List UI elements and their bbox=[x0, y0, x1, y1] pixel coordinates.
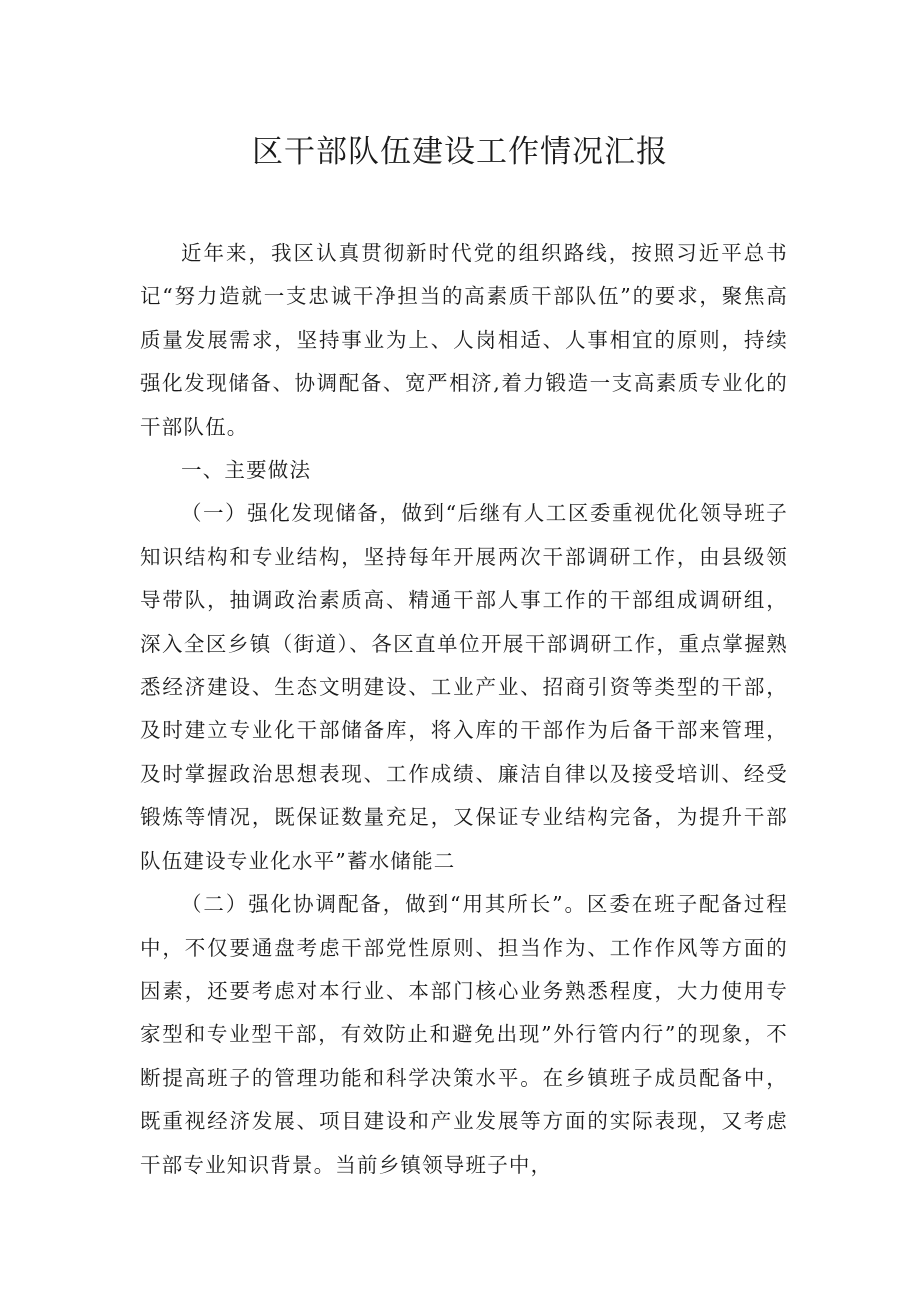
paragraph-discovery-reserve: （一）强化发现储备，做到“后继有人工区委重视优化领导班子知识结构和专业结构，坚持每年开展两次干部调研工作，由县级领导带队，抽调政治素质高、精通干部人事工作的干部组成调研组，深入全区乡镇（街道）、各区直单位开展干部调研工作，重点掌握熟悉经济建设、生态文明建设、工业产业、招商引资等类型的干部，及时建立专业化干部储备库，将入库的干部作为后备干部来管理，及时掌握政治思想表现、工作成绩、廉洁自律以及接受培训、经受锻炼等情况，既保证数量充足，又保证专业结构完备，为提升干部队伍建设专业化水平”蓄水储能二 bbox=[140, 501, 788, 873]
document-body bbox=[140, 232, 788, 1187]
paragraph-coordination-allocation: （二）强化协调配备，做到“用其所长”。区委在班子配备过程中，不仅要通盘考虑干部党性原则、担当作为、工作作风等方面的因素，还要考虑对本行业、本部门核心业务熟悉程度，大力使用专家型和专业型干部，有效防止和避免出现”外行管内行”的现象，不断提高班子的管理功能和科学决策水平。在乡镇班子成员配备中，既重视经济发展、项目建设和产业发展等方面的实际表现，又考虑干部专业知识背景。当前乡镇领导班子中， bbox=[140, 892, 788, 1177]
intro-paragraph: 近年来，我区认真贯彻新时代党的组织路线，按照习近平总书记“努力造就一支忠诚干净担当的高素质干部队伍”的要求，聚焦高质量发展需求，坚持事业为上、人岗相适、人事相宜的原则，持续强化发现储备、协调配备、宽严相济,着力锻造一支高素质专业化的干部队伍。 bbox=[140, 241, 788, 439]
document-title: 区干部队伍建设工作情况汇报 bbox=[252, 134, 668, 170]
section-heading-main-practices: 一、主要做法 bbox=[181, 458, 312, 483]
